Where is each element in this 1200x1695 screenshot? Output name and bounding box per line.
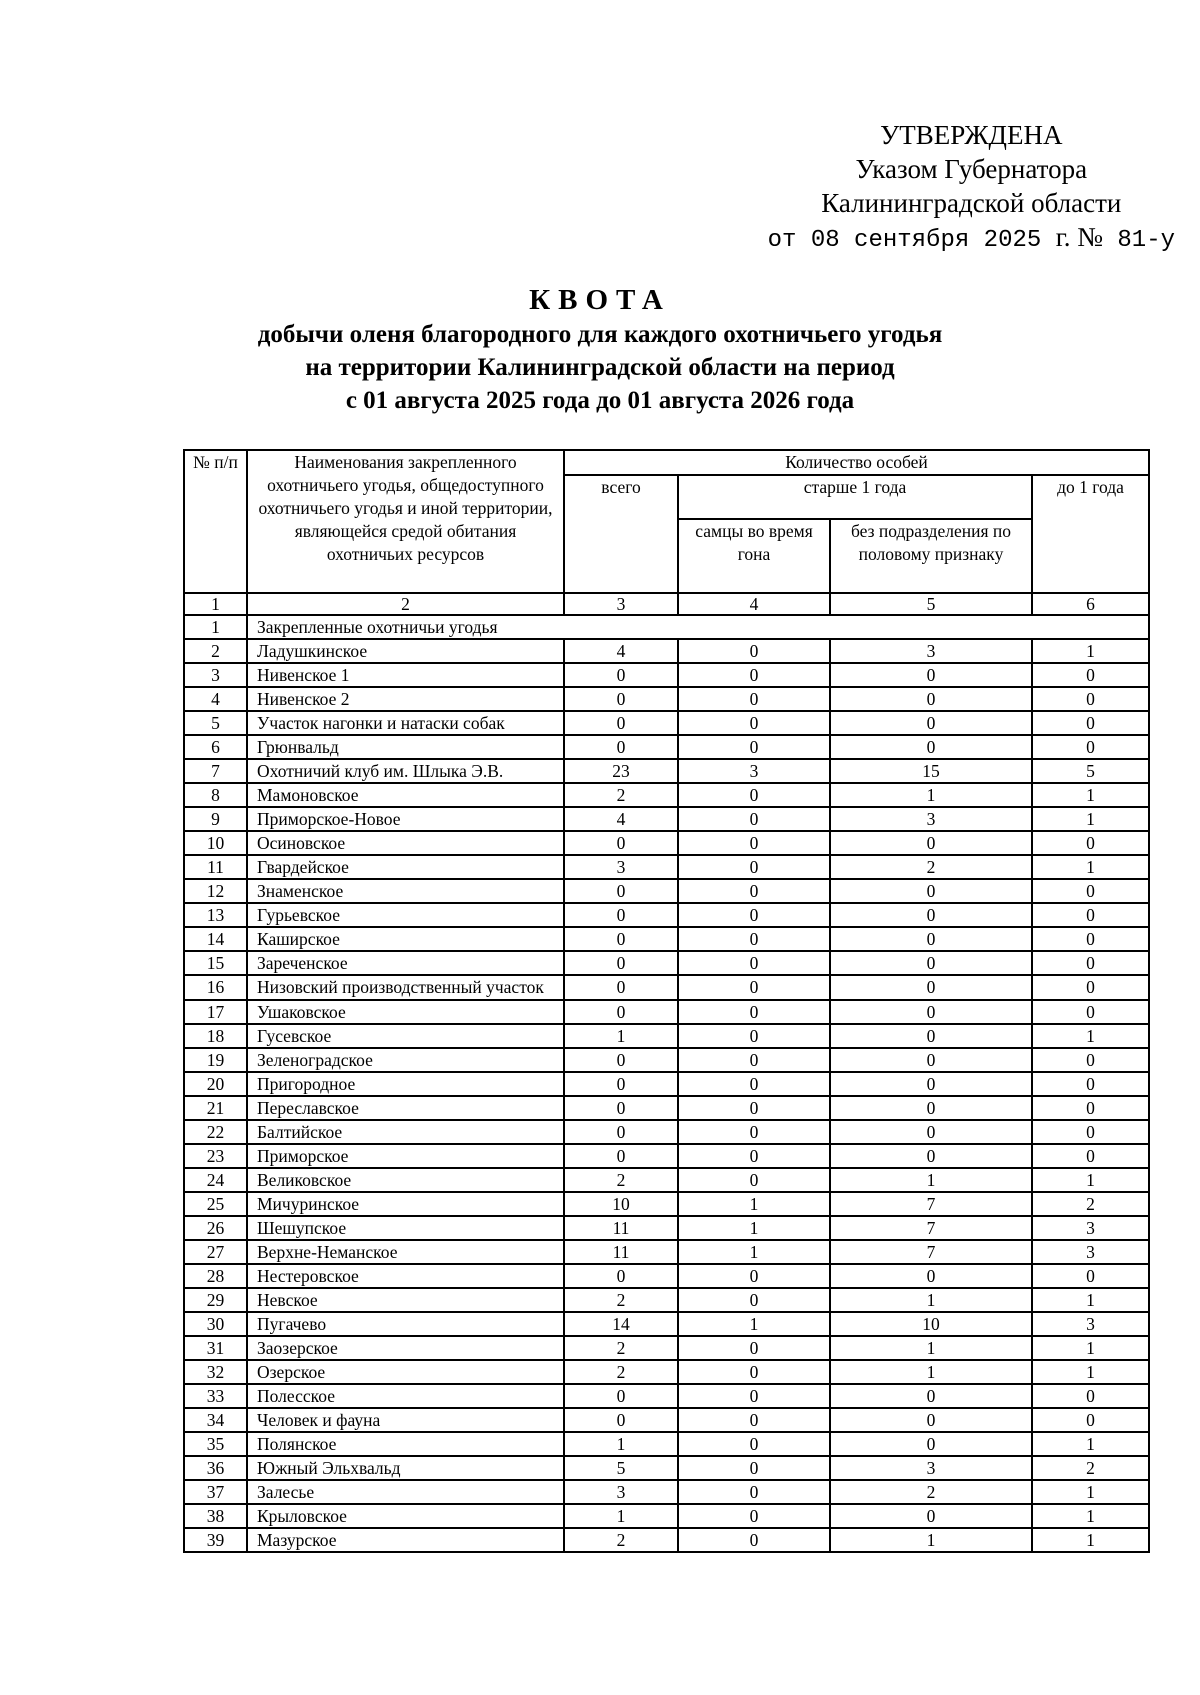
row-males-rut: 0	[678, 687, 830, 711]
row-no-sex-division: 0	[830, 1384, 1032, 1408]
row-number: 13	[184, 903, 247, 927]
column-index-cell: 5	[830, 593, 1032, 615]
row-total: 23	[564, 759, 678, 783]
table-row	[184, 1336, 1149, 1360]
row-territory-name: Зеленоградское	[247, 1048, 564, 1072]
table-row	[184, 1528, 1149, 1552]
table-row	[184, 1312, 1149, 1336]
row-males-rut: 0	[678, 1360, 830, 1384]
row-total: 0	[564, 951, 678, 975]
table-row	[184, 1168, 1149, 1192]
row-under-1-year: 5	[1032, 759, 1149, 783]
row-under-1-year: 0	[1032, 1000, 1149, 1024]
row-total: 4	[564, 807, 678, 831]
row-no-sex-division: 7	[830, 1240, 1032, 1264]
row-number: 35	[184, 1432, 247, 1456]
row-number: 4	[184, 687, 247, 711]
row-under-1-year: 0	[1032, 951, 1149, 975]
table-row	[184, 663, 1149, 687]
row-males-rut: 0	[678, 1336, 830, 1360]
table-row	[184, 1288, 1149, 1312]
row-no-sex-division: 0	[830, 1072, 1032, 1096]
row-under-1-year: 1	[1032, 1528, 1149, 1552]
row-territory-name: Южный Эльхвальд	[247, 1456, 564, 1480]
table-row	[184, 951, 1149, 975]
header-total: всего	[564, 475, 678, 593]
header-count: Количество особей	[564, 450, 1149, 475]
row-no-sex-division: 2	[830, 855, 1032, 879]
row-number: 29	[184, 1288, 247, 1312]
row-total: 0	[564, 1120, 678, 1144]
document-title-block	[0, 282, 1200, 417]
row-no-sex-division: 3	[830, 639, 1032, 663]
row-males-rut: 1	[678, 1216, 830, 1240]
row-males-rut: 0	[678, 831, 830, 855]
row-no-sex-division: 0	[830, 927, 1032, 951]
row-total: 4	[564, 639, 678, 663]
row-total: 5	[564, 1456, 678, 1480]
row-territory-name: Человек и фауна	[247, 1408, 564, 1432]
row-no-sex-division: 0	[830, 1048, 1032, 1072]
row-under-1-year: 0	[1032, 1072, 1149, 1096]
column-index-cell: 6	[1032, 593, 1149, 615]
table-row	[184, 1120, 1149, 1144]
table-row	[184, 735, 1149, 759]
row-no-sex-division: 0	[830, 711, 1032, 735]
row-number: 21	[184, 1096, 247, 1120]
row-number: 23	[184, 1144, 247, 1168]
row-under-1-year: 1	[1032, 1024, 1149, 1048]
row-no-sex-division: 0	[830, 735, 1032, 759]
approval-line-decree: Указом Губернатора	[855, 154, 1088, 184]
approval-line-approved: УТВЕРЖДЕНА	[880, 120, 1063, 150]
row-under-1-year: 2	[1032, 1192, 1149, 1216]
row-territory-name: Озерское	[247, 1360, 564, 1384]
row-under-1-year: 1	[1032, 1504, 1149, 1528]
row-number: 36	[184, 1456, 247, 1480]
row-territory-name: Заозерское	[247, 1336, 564, 1360]
row-under-1-year: 0	[1032, 687, 1149, 711]
table-row	[184, 1504, 1149, 1528]
row-males-rut: 0	[678, 1432, 830, 1456]
row-total: 0	[564, 1408, 678, 1432]
table-row	[184, 1048, 1149, 1072]
table-row	[184, 1192, 1149, 1216]
table-row	[184, 831, 1149, 855]
row-males-rut: 0	[678, 807, 830, 831]
row-number: 3	[184, 663, 247, 687]
approval-number: 81-у	[1117, 227, 1175, 254]
row-territory-name: Полянское	[247, 1432, 564, 1456]
table-row	[184, 639, 1149, 663]
row-territory-name: Каширское	[247, 927, 564, 951]
row-number: 18	[184, 1024, 247, 1048]
row-territory-name: Невское	[247, 1288, 564, 1312]
row-no-sex-division: 1	[830, 1168, 1032, 1192]
row-males-rut: 0	[678, 735, 830, 759]
row-territory-name: Полесское	[247, 1384, 564, 1408]
row-no-sex-division: 0	[830, 1264, 1032, 1288]
row-no-sex-division: 7	[830, 1192, 1032, 1216]
table-row	[184, 711, 1149, 735]
table-row	[184, 1408, 1149, 1432]
row-territory-name: Мазурское	[247, 1528, 564, 1552]
row-territory-name: Ушаковское	[247, 1000, 564, 1024]
row-total: 0	[564, 1144, 678, 1168]
row-total: 2	[564, 1168, 678, 1192]
row-territory-name: Переславское	[247, 1096, 564, 1120]
row-males-rut: 0	[678, 1288, 830, 1312]
row-males-rut: 0	[678, 903, 830, 927]
row-no-sex-division: 0	[830, 1408, 1032, 1432]
row-no-sex-division: 0	[830, 831, 1032, 855]
table-row	[184, 783, 1149, 807]
row-territory-name: Нивенское 2	[247, 687, 564, 711]
row-number: 19	[184, 1048, 247, 1072]
row-number: 7	[184, 759, 247, 783]
row-territory-name: Мамоновское	[247, 783, 564, 807]
row-number: 16	[184, 975, 247, 1000]
table-row	[184, 975, 1149, 1000]
table-row	[184, 807, 1149, 831]
row-males-rut: 1	[678, 1240, 830, 1264]
row-males-rut: 0	[678, 1024, 830, 1048]
row-number: 28	[184, 1264, 247, 1288]
row-territory-name: Нестеровское	[247, 1264, 564, 1288]
row-total: 2	[564, 1360, 678, 1384]
row-under-1-year: 0	[1032, 1144, 1149, 1168]
row-total: 0	[564, 1048, 678, 1072]
row-males-rut: 0	[678, 1144, 830, 1168]
row-territory-name: Участок нагонки и натаски собак	[247, 711, 564, 735]
row-under-1-year: 1	[1032, 1336, 1149, 1360]
table-row	[184, 687, 1149, 711]
row-number: 26	[184, 1216, 247, 1240]
row-total: 2	[564, 1336, 678, 1360]
row-number: 14	[184, 927, 247, 951]
row-under-1-year: 1	[1032, 783, 1149, 807]
section-row	[184, 615, 1149, 639]
row-no-sex-division: 0	[830, 687, 1032, 711]
row-territory-name: Мичуринское	[247, 1192, 564, 1216]
row-total: 14	[564, 1312, 678, 1336]
document-title: КВОТА	[529, 284, 671, 316]
row-territory-name: Грюнвальд	[247, 735, 564, 759]
row-total: 0	[564, 927, 678, 951]
table-row	[184, 855, 1149, 879]
row-total: 0	[564, 1264, 678, 1288]
row-territory-name: Ладушкинское	[247, 639, 564, 663]
row-total: 0	[564, 903, 678, 927]
row-no-sex-division: 1	[830, 1528, 1032, 1552]
row-territory-name: Великовское	[247, 1168, 564, 1192]
table-row	[184, 1480, 1149, 1504]
row-under-1-year: 3	[1032, 1216, 1149, 1240]
row-total: 2	[564, 1528, 678, 1552]
row-under-1-year: 0	[1032, 1408, 1149, 1432]
row-territory-name: Крыловское	[247, 1504, 564, 1528]
header-territory-name: Наименования закрепленного охотничьего угодья, общедоступного охотничьего угодья и иной территории, являющейся средой обитания охотничьих ресурсов	[247, 450, 564, 593]
row-males-rut: 0	[678, 975, 830, 1000]
row-under-1-year: 1	[1032, 807, 1149, 831]
row-males-rut: 0	[678, 927, 830, 951]
row-number: 27	[184, 1240, 247, 1264]
row-males-rut: 0	[678, 1264, 830, 1288]
row-number: 22	[184, 1120, 247, 1144]
row-under-1-year: 0	[1032, 1096, 1149, 1120]
row-territory-name: Гвардейское	[247, 855, 564, 879]
row-total: 0	[564, 687, 678, 711]
row-under-1-year: 0	[1032, 663, 1149, 687]
row-under-1-year: 0	[1032, 1384, 1149, 1408]
row-total: 0	[564, 1096, 678, 1120]
row-no-sex-division: 0	[830, 879, 1032, 903]
row-total: 11	[564, 1240, 678, 1264]
row-no-sex-division: 1	[830, 1360, 1032, 1384]
table-row	[184, 927, 1149, 951]
table-row	[184, 1216, 1149, 1240]
row-territory-name: Пригородное	[247, 1072, 564, 1096]
row-males-rut: 0	[678, 951, 830, 975]
row-males-rut: 0	[678, 639, 830, 663]
row-males-rut: 0	[678, 1480, 830, 1504]
row-number: 2	[184, 639, 247, 663]
row-no-sex-division: 0	[830, 663, 1032, 687]
table-row	[184, 759, 1149, 783]
header-under-1-year: до 1 года	[1032, 475, 1149, 593]
header-number: № п/п	[184, 450, 247, 593]
row-total: 1	[564, 1024, 678, 1048]
row-under-1-year: 1	[1032, 855, 1149, 879]
row-males-rut: 1	[678, 1192, 830, 1216]
row-no-sex-division: 0	[830, 903, 1032, 927]
row-total: 0	[564, 735, 678, 759]
row-no-sex-division: 0	[830, 975, 1032, 1000]
row-number: 32	[184, 1360, 247, 1384]
row-number: 24	[184, 1168, 247, 1192]
row-under-1-year: 0	[1032, 1264, 1149, 1288]
row-number: 6	[184, 735, 247, 759]
row-total: 11	[564, 1216, 678, 1240]
row-total: 1	[564, 1432, 678, 1456]
row-number: 30	[184, 1312, 247, 1336]
table-row	[184, 1456, 1149, 1480]
row-under-1-year: 1	[1032, 1360, 1149, 1384]
row-total: 0	[564, 831, 678, 855]
row-number: 10	[184, 831, 247, 855]
row-males-rut: 0	[678, 1408, 830, 1432]
row-under-1-year: 1	[1032, 1480, 1149, 1504]
row-under-1-year: 1	[1032, 639, 1149, 663]
row-total: 0	[564, 1072, 678, 1096]
row-number: 33	[184, 1384, 247, 1408]
column-index-cell: 3	[564, 593, 678, 615]
row-number: 31	[184, 1336, 247, 1360]
row-number: 8	[184, 783, 247, 807]
row-no-sex-division: 1	[830, 1288, 1032, 1312]
row-territory-name: Низовский производственный участок	[247, 975, 564, 1000]
row-males-rut: 0	[678, 1504, 830, 1528]
row-under-1-year: 3	[1032, 1240, 1149, 1264]
row-total: 0	[564, 879, 678, 903]
column-index-cell: 2	[247, 593, 564, 615]
row-no-sex-division: 10	[830, 1312, 1032, 1336]
row-no-sex-division: 0	[830, 1432, 1032, 1456]
row-under-1-year: 0	[1032, 975, 1149, 1000]
row-total: 3	[564, 1480, 678, 1504]
row-territory-name: Знаменское	[247, 879, 564, 903]
row-under-1-year: 0	[1032, 831, 1149, 855]
row-number: 12	[184, 879, 247, 903]
table-row	[184, 1432, 1149, 1456]
table-row	[184, 1144, 1149, 1168]
row-no-sex-division: 3	[830, 807, 1032, 831]
row-number: 5	[184, 711, 247, 735]
column-index-cell: 4	[678, 593, 830, 615]
row-under-1-year: 1	[1032, 1432, 1149, 1456]
quota-table-body	[184, 639, 1149, 1552]
quota-table	[183, 449, 1150, 1553]
row-no-sex-division: 0	[830, 1096, 1032, 1120]
row-under-1-year: 0	[1032, 879, 1149, 903]
row-no-sex-division: 1	[830, 1336, 1032, 1360]
table-row	[184, 1384, 1149, 1408]
row-males-rut: 0	[678, 1384, 830, 1408]
row-males-rut: 0	[678, 855, 830, 879]
row-number: 15	[184, 951, 247, 975]
document-subtitle-line-1: добычи оленя благородного для каждого охотничьего угодья	[257, 321, 943, 348]
table-row	[184, 903, 1149, 927]
table-row	[184, 1072, 1149, 1096]
row-territory-name: Приморское	[247, 1144, 564, 1168]
approval-number-label: г. №	[1055, 222, 1103, 252]
row-no-sex-division: 0	[830, 951, 1032, 975]
row-males-rut: 0	[678, 663, 830, 687]
column-index-cell: 1	[184, 593, 247, 615]
approval-stamp	[768, 118, 1175, 258]
row-territory-name: Балтийское	[247, 1120, 564, 1144]
row-no-sex-division: 15	[830, 759, 1032, 783]
row-no-sex-division: 0	[830, 1024, 1032, 1048]
row-total: 0	[564, 711, 678, 735]
row-territory-name: Приморское-Новое	[247, 807, 564, 831]
table-row	[184, 879, 1149, 903]
row-total: 0	[564, 663, 678, 687]
row-territory-name: Нивенское 1	[247, 663, 564, 687]
approval-date: от 08 сентября 2025	[767, 227, 1042, 254]
table-row	[184, 1240, 1149, 1264]
row-under-1-year: 3	[1032, 1312, 1149, 1336]
row-number: 11	[184, 855, 247, 879]
row-males-rut: 0	[678, 1048, 830, 1072]
row-males-rut: 0	[678, 1072, 830, 1096]
row-males-rut: 0	[678, 711, 830, 735]
row-total: 0	[564, 1384, 678, 1408]
row-total: 3	[564, 855, 678, 879]
row-males-rut: 0	[678, 879, 830, 903]
table-row	[184, 1000, 1149, 1024]
row-under-1-year: 0	[1032, 927, 1149, 951]
row-territory-name: Шешупское	[247, 1216, 564, 1240]
row-under-1-year: 0	[1032, 735, 1149, 759]
row-no-sex-division: 1	[830, 783, 1032, 807]
row-total: 10	[564, 1192, 678, 1216]
row-total: 1	[564, 1504, 678, 1528]
row-under-1-year: 0	[1032, 1048, 1149, 1072]
row-total: 2	[564, 783, 678, 807]
row-total: 0	[564, 1000, 678, 1024]
row-males-rut: 0	[678, 1456, 830, 1480]
approval-line-region: Калининградской области	[821, 188, 1122, 218]
row-territory-name: Гурьевское	[247, 903, 564, 927]
row-number: 25	[184, 1192, 247, 1216]
row-number: 39	[184, 1528, 247, 1552]
table-row	[184, 1264, 1149, 1288]
row-under-1-year: 0	[1032, 903, 1149, 927]
header-older-than-1-year: старше 1 года	[678, 475, 1032, 519]
row-no-sex-division: 2	[830, 1480, 1032, 1504]
row-total: 0	[564, 975, 678, 1000]
row-territory-name: Верхне-Неманское	[247, 1240, 564, 1264]
row-number: 37	[184, 1480, 247, 1504]
row-number: 34	[184, 1408, 247, 1432]
row-territory-name: Охотничий клуб им. Шлыка Э.В.	[247, 759, 564, 783]
row-number: 38	[184, 1504, 247, 1528]
row-territory-name: Осиновское	[247, 831, 564, 855]
approval-line-date	[768, 220, 1175, 258]
row-territory-name: Пугачево	[247, 1312, 564, 1336]
row-no-sex-division: 0	[830, 1000, 1032, 1024]
row-under-1-year: 0	[1032, 1120, 1149, 1144]
row-number: 17	[184, 1000, 247, 1024]
document-subtitle-line-2: на территории Калининградской области на период	[305, 354, 895, 381]
row-males-rut: 1	[678, 1312, 830, 1336]
row-territory-name: Зареченское	[247, 951, 564, 975]
row-males-rut: 0	[678, 1168, 830, 1192]
header-males-rut: самцы во время гона	[678, 519, 830, 593]
row-males-rut: 0	[678, 1120, 830, 1144]
row-no-sex-division: 3	[830, 1456, 1032, 1480]
row-number: 9	[184, 807, 247, 831]
row-no-sex-division: 7	[830, 1216, 1032, 1240]
table-row	[184, 1360, 1149, 1384]
row-total: 2	[564, 1288, 678, 1312]
table-row	[184, 1024, 1149, 1048]
row-under-1-year: 1	[1032, 1168, 1149, 1192]
row-males-rut: 0	[678, 1528, 830, 1552]
row-males-rut: 0	[678, 1096, 830, 1120]
row-males-rut: 3	[678, 759, 830, 783]
row-under-1-year: 2	[1032, 1456, 1149, 1480]
header-no-sex-division: без подразделения по половому признаку	[830, 519, 1032, 593]
row-territory-name: Гусевское	[247, 1024, 564, 1048]
document-subtitle-line-3: с 01 августа 2025 года до 01 августа 2026 года	[345, 387, 855, 414]
table-row	[184, 1096, 1149, 1120]
row-under-1-year: 0	[1032, 711, 1149, 735]
row-under-1-year: 1	[1032, 1288, 1149, 1312]
row-number: 20	[184, 1072, 247, 1096]
row-males-rut: 0	[678, 783, 830, 807]
section-label: Закрепленные охотничьи угодья	[247, 615, 1149, 639]
row-territory-name: Залесье	[247, 1480, 564, 1504]
column-index-row	[184, 593, 1149, 615]
section-number: 1	[184, 615, 247, 639]
row-no-sex-division: 0	[830, 1120, 1032, 1144]
row-no-sex-division: 0	[830, 1144, 1032, 1168]
row-no-sex-division: 0	[830, 1504, 1032, 1528]
row-males-rut: 0	[678, 1000, 830, 1024]
